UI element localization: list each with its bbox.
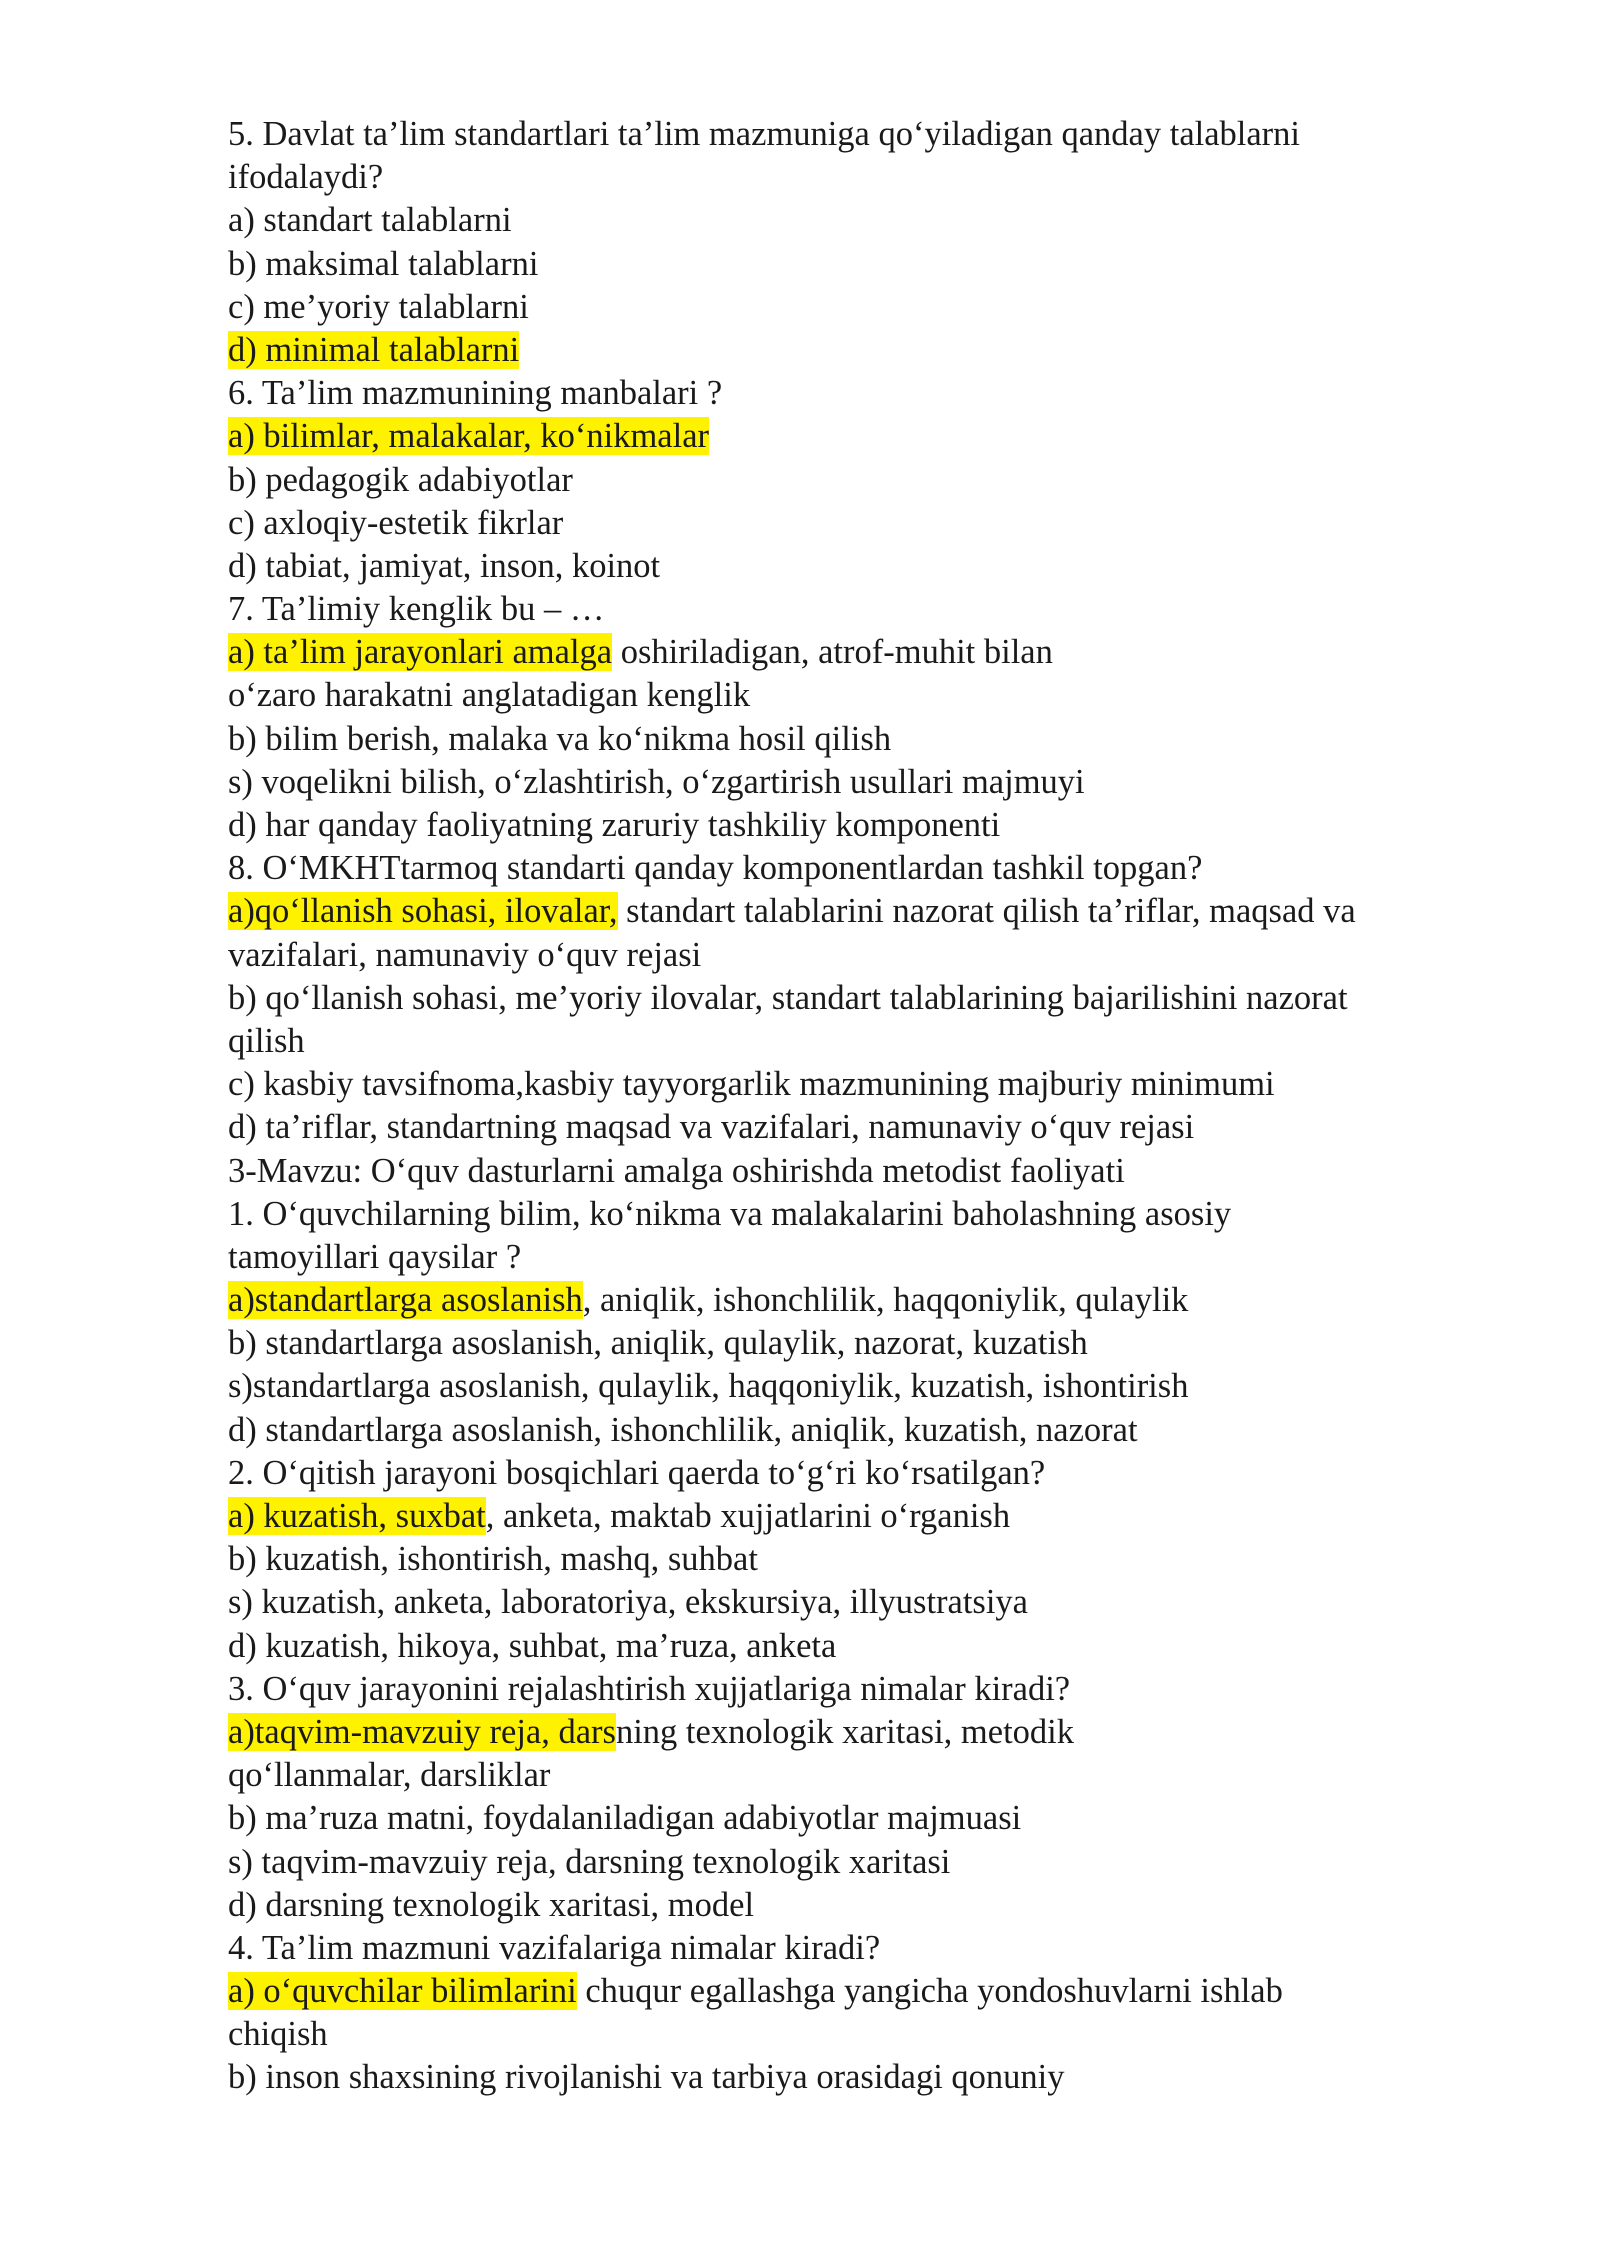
document-line bbox=[228, 2056, 1528, 2099]
line-text: 8. O‘MKHTtarmoq standarti qanday komponentlardan tashkil topgan? bbox=[228, 849, 1203, 888]
line-text: s) voqelikni bilish, o‘zlashtirish, o‘zgartirish usullari majmuyi bbox=[228, 762, 1085, 801]
document-line bbox=[228, 199, 1528, 242]
document-line bbox=[228, 1711, 1528, 1754]
document-page bbox=[228, 113, 1528, 2100]
line-text: ifodalaydi? bbox=[228, 158, 384, 197]
document-line bbox=[228, 1797, 1528, 1840]
document-line bbox=[228, 156, 1528, 199]
line-text: 4. Ta’lim mazmuni vazifalariga nimalar kiradi? bbox=[228, 1928, 881, 1967]
highlighted-answer: a)qo‘llanish sohasi, ilovalar, bbox=[228, 892, 618, 931]
document-line bbox=[228, 1409, 1528, 1452]
highlighted-answer: a) bilimlar, malakalar, ko‘nikmalar bbox=[228, 417, 709, 456]
line-text: 6. Ta’lim mazmunining manbalari ? bbox=[228, 374, 723, 413]
line-text: a) standart talablarni bbox=[228, 201, 512, 240]
document-line bbox=[228, 847, 1528, 890]
document-line bbox=[228, 761, 1528, 804]
line-text: d) tabiat, jamiyat, inson, koinot bbox=[228, 546, 661, 585]
line-text: o‘zaro harakatni anglatadigan kenglik bbox=[228, 676, 751, 715]
document-line bbox=[228, 1970, 1528, 2013]
line-text: b) qo‘llanish sohasi, me’yoriy ilovalar, standart talablarining bajarilishini nazorat bbox=[228, 978, 1348, 1017]
document-line bbox=[228, 718, 1528, 761]
document-line bbox=[228, 674, 1528, 717]
line-text: , aniqlik, ishonchlilik, haqqoniylik, qulaylik bbox=[582, 1281, 1189, 1320]
line-text: c) kasbiy tavsifnoma,kasbiy tayyorgarlik mazmunining majburiy minimumi bbox=[228, 1065, 1275, 1104]
line-text: c) axloqiy-estetik fikrlar bbox=[228, 503, 564, 542]
line-text: oshiriladigan, atrof-muhit bilan bbox=[612, 633, 1053, 672]
line-text: , anketa, maktab xujjatlarini o‘rganish bbox=[485, 1497, 1011, 1535]
document-line bbox=[228, 588, 1528, 631]
line-text: qilish bbox=[228, 1021, 305, 1060]
line-text: 3. O‘quv jarayonini rejalashtirish xujjatlariga nimalar kiradi? bbox=[228, 1669, 1071, 1708]
document-line bbox=[228, 1884, 1528, 1927]
line-text: b) inson shaxsining rivojlanishi va tarbiya orasidagi qonuniy bbox=[228, 2058, 1065, 2097]
line-text: s) taqvim-mavzuiy reja, darsning texnologik xaritasi bbox=[228, 1842, 951, 1881]
document-line bbox=[228, 1538, 1528, 1581]
document-line bbox=[228, 1322, 1528, 1365]
highlighted-answer: d) minimal talablarni bbox=[228, 330, 520, 369]
document-line bbox=[228, 890, 1528, 933]
document-line bbox=[228, 1625, 1528, 1668]
line-text: vazifalari, namunaviy o‘quv rejasi bbox=[228, 935, 702, 974]
document-line bbox=[228, 1841, 1528, 1884]
highlighted-answer: a) kuzatish, suxbat bbox=[228, 1497, 486, 1535]
document-line bbox=[228, 1452, 1528, 1495]
document-line bbox=[228, 1193, 1528, 1236]
line-text: 2. O‘qitish jarayoni bosqichlari qaerda to‘g‘ri ko‘rsatilgan? bbox=[228, 1453, 1046, 1492]
line-text: c) me’yoriy talablarni bbox=[228, 287, 529, 326]
line-text: d) kuzatish, hikoya, suhbat, ma’ruza, anketa bbox=[228, 1626, 837, 1665]
line-text: b) bilim berish, malaka va ko‘nikma hosil qilish bbox=[228, 719, 892, 758]
line-text: standart talablarini nazorat qilish ta’riflar, maqsad va bbox=[617, 892, 1356, 931]
document-line bbox=[228, 1495, 1528, 1538]
line-text: d) darsning texnologik xaritasi, model bbox=[228, 1885, 755, 1924]
document-line bbox=[228, 545, 1528, 588]
document-line bbox=[228, 459, 1528, 502]
document-line bbox=[228, 804, 1528, 847]
line-text: 7. Ta’limiy kenglik bu – … bbox=[228, 590, 605, 629]
document-line bbox=[228, 329, 1528, 372]
line-text: d) standartlarga asoslanish, ishonchlilik, aniqlik, kuzatish, nazorat bbox=[228, 1410, 1138, 1449]
document-line bbox=[228, 1020, 1528, 1063]
line-text: s)standartlarga asoslanish, qulaylik, haqqoniylik, kuzatish, ishontirish bbox=[228, 1367, 1189, 1406]
line-text: 5. Davlat ta’lim standartlari ta’lim mazmuniga qo‘yiladigan qanday talablarni bbox=[228, 115, 1301, 153]
document-line bbox=[228, 113, 1528, 156]
document-line bbox=[228, 934, 1528, 977]
document-line bbox=[228, 372, 1528, 415]
line-text: chuqur egallashga yangicha yondoshuvlarni ishlab bbox=[576, 1972, 1283, 2011]
document-line bbox=[228, 1668, 1528, 1711]
document-line bbox=[228, 1279, 1528, 1322]
document-line bbox=[228, 502, 1528, 545]
line-text: qo‘llanmalar, darsliklar bbox=[228, 1756, 551, 1795]
document-line bbox=[228, 1927, 1528, 1970]
line-text: b) ma’ruza matni, foydalaniladigan adabiyotlar majmuasi bbox=[228, 1799, 1022, 1838]
document-line bbox=[228, 631, 1528, 674]
line-text: b) standartlarga asoslanish, aniqlik, qulaylik, nazorat, kuzatish bbox=[228, 1324, 1088, 1363]
document-line bbox=[228, 2013, 1528, 2056]
document-line bbox=[228, 286, 1528, 329]
line-text: ning texnologik xaritasi, metodik bbox=[615, 1712, 1074, 1751]
highlighted-answer: a) ta’lim jarayonlari amalga bbox=[228, 633, 613, 672]
document-line bbox=[228, 1236, 1528, 1279]
line-text: chiqish bbox=[228, 2015, 328, 2054]
document-line bbox=[228, 977, 1528, 1020]
document-line bbox=[228, 415, 1528, 458]
line-text: d) har qanday faoliyatning zaruriy tashkiliy komponenti bbox=[228, 806, 1001, 844]
highlighted-answer: a) o‘quvchilar bilimlarini bbox=[228, 1972, 577, 2011]
document-line bbox=[228, 243, 1528, 286]
line-text: b) pedagogik adabiyotlar bbox=[228, 460, 573, 499]
document-line bbox=[228, 1365, 1528, 1408]
line-text: s) kuzatish, anketa, laboratoriya, ekskursiya, illyustratsiya bbox=[228, 1583, 1028, 1622]
line-text: 3-Mavzu: O‘quv dasturlarni amalga oshirishda metodist faoliyati bbox=[228, 1151, 1125, 1190]
document-line bbox=[228, 1754, 1528, 1797]
document-line bbox=[228, 1150, 1528, 1193]
line-text: b) kuzatish, ishontirish, mashq, suhbat bbox=[228, 1540, 758, 1579]
highlighted-answer: a)taqvim-mavzuiy reja, dars bbox=[228, 1712, 616, 1751]
line-text: 1. O‘quvchilarning bilim, ko‘nikma va malakalarini baholashning asosiy bbox=[228, 1194, 1232, 1233]
document-line bbox=[228, 1581, 1528, 1624]
line-text: b) maksimal talablarni bbox=[228, 244, 539, 283]
highlighted-answer: a)standartlarga asoslanish bbox=[228, 1281, 583, 1320]
line-text: tamoyillari qaysilar ? bbox=[228, 1237, 522, 1276]
document-line bbox=[228, 1063, 1528, 1106]
line-text: d) ta’riflar, standartning maqsad va vazifalari, namunaviy o‘quv rejasi bbox=[228, 1108, 1195, 1147]
document-line bbox=[228, 1106, 1528, 1149]
